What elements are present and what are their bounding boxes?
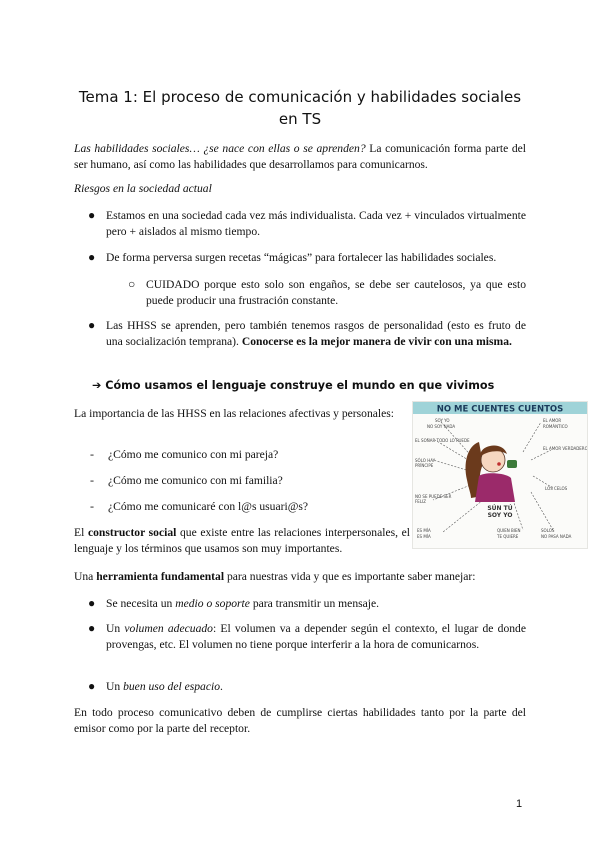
bullet-dot: ●	[88, 596, 96, 610]
frog-shape	[507, 460, 517, 468]
svg-text:NO PASA NADA: NO PASA NADA	[541, 534, 572, 539]
svg-text:NO SE PUEDE SER: NO SE PUEDE SER	[415, 494, 452, 499]
constructor-bold: constructor social	[87, 526, 177, 539]
svg-text:ES MÍA: ES MÍA	[417, 528, 431, 533]
tool-italic: buen uso del espacio	[123, 680, 220, 693]
bullet-dot: ●	[88, 621, 96, 635]
infographic-illustration	[413, 402, 587, 548]
arrow-icon: ➔	[92, 379, 102, 392]
tool-item	[106, 621, 526, 653]
svg-text:NO SOY NADA: NO SOY NADA	[427, 424, 456, 429]
infographic-image	[412, 401, 588, 549]
tool-item	[106, 596, 526, 612]
svg-text:SOLOS: SOLOS	[541, 528, 555, 533]
bullet-dot: ●	[88, 679, 96, 693]
tool-italic: medio o soporte	[175, 597, 250, 610]
tool-post: .	[220, 680, 223, 693]
herramienta-post: para nuestras vida y que es importante saber manejar:	[224, 570, 476, 583]
tool-post: para transmitir un mensaje.	[249, 597, 380, 610]
svg-text:ES MÍA: ES MÍA	[417, 534, 431, 539]
bullet-dot: ●	[88, 208, 96, 222]
infographic-center-line2: SOY YO	[487, 512, 513, 519]
tool-italic: volumen adecuado	[124, 622, 213, 635]
herramienta-pre: Una	[74, 570, 97, 583]
bullet-dot: ●	[88, 250, 96, 264]
sub-bullet-circle: ○	[128, 277, 136, 291]
svg-text:TE QUIERE: TE QUIERE	[497, 534, 519, 539]
svg-text:QUIEN BIEN: QUIEN BIEN	[497, 528, 521, 533]
tool-post: : El volumen va a depender según el contexto, el lugar de donde provengas, etc. El volumen no tiene porque interferir a la hora de comunicarnos.	[106, 622, 526, 651]
closing-paragraph: En todo proceso comunicativo deben de cumplirse ciertas habilidades tanto por la parte del emisor como por la parte del receptor.	[74, 706, 526, 735]
infographic-title: NO ME CUENTES CUENTOS	[436, 404, 564, 415]
page-title: Tema 1: El proceso de comunicación y habilidades sociales en TS	[78, 88, 522, 128]
bullet3-bold: Conocerse es la mejor manera de vivir con una misma.	[241, 335, 512, 348]
dash-marker: -	[90, 473, 94, 487]
svg-text:LOS CELOS: LOS CELOS	[545, 486, 568, 491]
constructor-paragraph	[74, 525, 410, 557]
shirt-shape	[475, 473, 515, 502]
constructor-pre: El	[74, 526, 88, 539]
svg-text:SÓLO HAY: SÓLO HAY	[415, 458, 436, 463]
intro-rest: La comunicación forma parte del ser humano, así como las habilidades que desarrollamos para comunicarnos.	[74, 142, 526, 171]
bullet3-text: Las HHSS se aprenden, pero también tenemos rasgos de personalidad (esto es fruto de una socialización temprana).	[106, 319, 526, 348]
page-number: 1	[516, 798, 523, 810]
arrow-heading	[92, 378, 512, 394]
svg-text:ROMÁNTICO: ROMÁNTICO	[543, 424, 568, 429]
herramienta-paragraph	[74, 569, 526, 585]
dash-item: ¿Cómo me comunico con mi familia?	[108, 474, 283, 487]
svg-text:PRÍNCIPE: PRÍNCIPE	[415, 463, 434, 468]
tool-pre: Un	[106, 680, 124, 693]
infographic-center-line1: SÚN TÚ	[487, 505, 513, 512]
svg-text:EL AMOR: EL AMOR	[543, 418, 562, 423]
dash-item: ¿Cómo me comunico con mi pareja?	[108, 448, 279, 461]
herramienta-bold: herramienta fundamental	[96, 570, 225, 583]
svg-text:EL SOÑAR TODO LO PUEDE: EL SOÑAR TODO LO PUEDE	[415, 438, 470, 443]
tool-item	[106, 679, 526, 695]
bullet-dot: ●	[88, 318, 96, 332]
intro-question: Las habilidades sociales… ¿se nace con ellas o se aprenden?	[74, 142, 366, 155]
dash-item: ¿Cómo me comunicaré con l@s usuari@s?	[108, 500, 309, 513]
bullet-item	[106, 318, 526, 350]
dash-marker: -	[90, 447, 94, 461]
tool-pre: Un	[106, 622, 125, 635]
section-heading-riesgos: Riesgos en la sociedad actual	[74, 182, 212, 195]
constructor-post: que existe entre las relaciones interpersonales, el lenguaje y los términos que usamos son muy importantes.	[74, 526, 410, 555]
importance-paragraph: La importancia de las HHSS en las relaciones afectivas y personales:	[74, 407, 395, 420]
tool-pre: Se necesita un	[106, 597, 176, 610]
bullet-item: De forma perversa surgen recetas “mágicas” para fortalecer las habilidades sociales.	[106, 251, 497, 264]
intro-paragraph	[74, 141, 526, 173]
lips-shape	[497, 462, 501, 466]
dash-marker: -	[90, 499, 94, 513]
svg-text:FELIZ: FELIZ	[415, 499, 426, 504]
arrow-heading-text: Cómo usamos el lenguaje construye el mundo en que vivimos	[105, 379, 495, 392]
sub-bullet-item: CUIDADO porque esto solo son engaños, se debe ser cautelosos, ya que esto puede producir una frustración constante.	[146, 278, 526, 307]
svg-text:EL AMOR VERDADERO: EL AMOR VERDADERO	[543, 446, 587, 451]
svg-text:SOY YO: SOY YO	[435, 418, 450, 423]
bullet-item: Estamos en una sociedad cada vez más individualista. Cada vez + vinculados virtualmente pero + aislados al mismo tiempo.	[106, 209, 526, 238]
